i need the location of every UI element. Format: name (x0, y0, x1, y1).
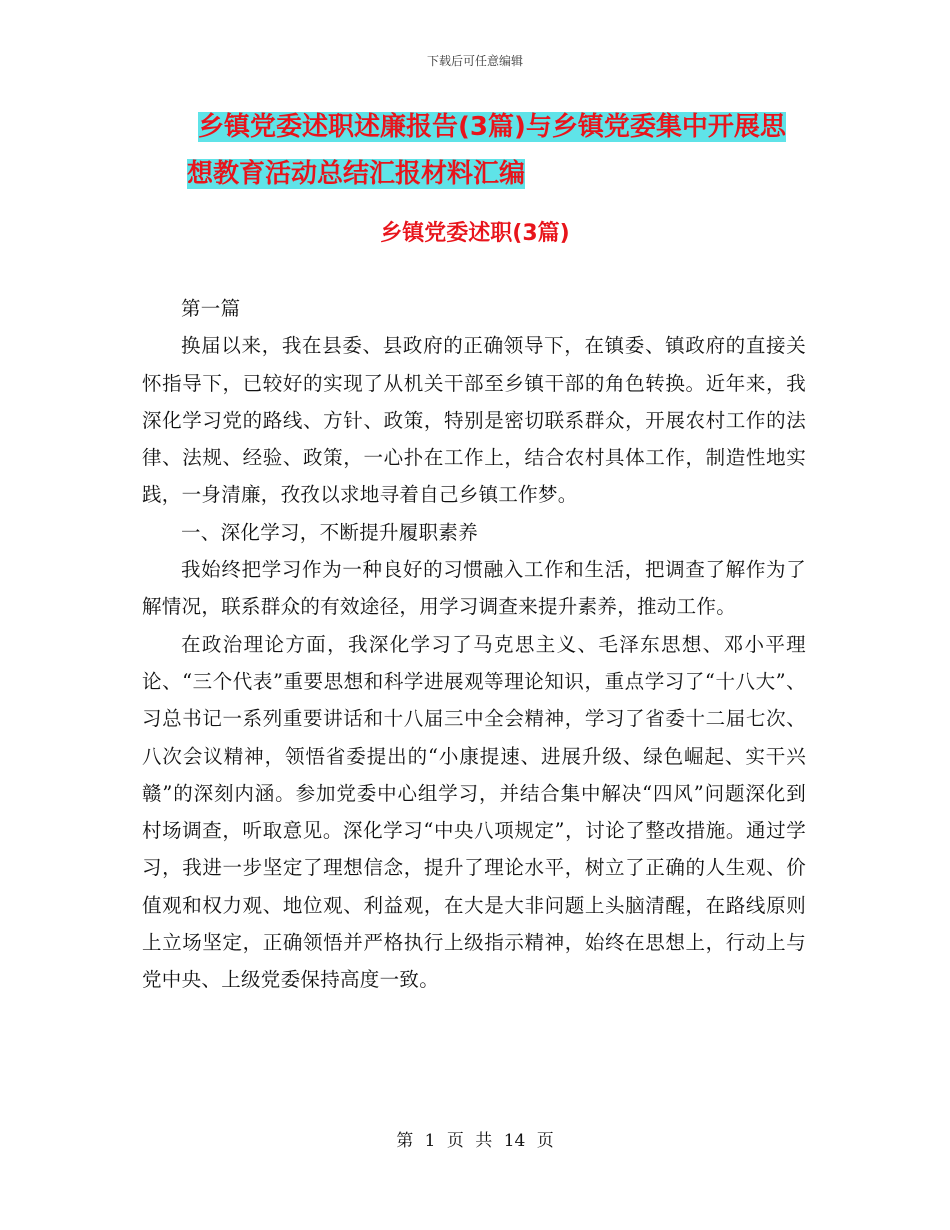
page-header-note: 下载后可任意编辑 (426, 54, 523, 68)
paragraph-heading-first: 第一篇 (181, 297, 241, 320)
paragraph-heading-section-1: 一、深化学习，不断提升履职素养 (181, 520, 479, 544)
paragraph: 换届以来，我在县委、县政府的正确领导下，在镇委、镇政府的直接关怀指导下，已较好的实现了从机关干部至乡镇干部的角色转换。近年来，我深化学习党的路线、方针、政策，特别是密切联系群众，开展农村工作的法律、法规、经验、政策，一心扑在工作上，结合农村具体工作，制造性地实践，一身清廉，孜孜以求地寻着自己乡镇工作梦。 (142, 334, 806, 507)
title-line-2: 想教育活动总结汇报材料汇编 (187, 159, 526, 189)
section-subtitle: 乡镇党委述职(3篇) (380, 221, 570, 246)
document-title (140, 104, 840, 198)
paragraph: 我始终把学习作为一种良好的习惯融入工作和生活，把调查了解作为了解情况，联系群众的有效途径，用学习调查来提升素养，推动工作。 (142, 558, 806, 619)
document-body (142, 290, 806, 999)
title-line-1: 乡镇党委述职述廉报告(3篇)与乡镇党委集中开展思 (198, 112, 786, 142)
page-footer-number: 第 1 页 共 14 页 (396, 1131, 554, 1151)
paragraph: 在政治理论方面，我深化学习了马克思主义、毛泽东思想、邓小平理论、“三个代表”重要思想和科学进展观等理论知识，重点学习了“十八大”、习总书记一系列重要讲话和十八届三中全会精神，学习了省委十二届七次、八次会议精神，领悟省委提出的“小康提速、进展升级、绿色崛起、实干兴赣”的深刻内涵。参加党委中心组学习，并结合集中解决“四风”问题深化到村场调查，听取意见。深化学习“中央八项规定”，讨论了整改措施。通过学习，我进一步坚定了理想信念，提升了理论水平，树立了正确的人生观、价值观和权力观、地位观、利益观，在大是大非问题上头脑清醒，在路线原则上立场坚定，正确领悟并严格执行上级指示精神，始终在思想上，行动上与党中央、上级党委保持高度一致。 (142, 632, 806, 992)
